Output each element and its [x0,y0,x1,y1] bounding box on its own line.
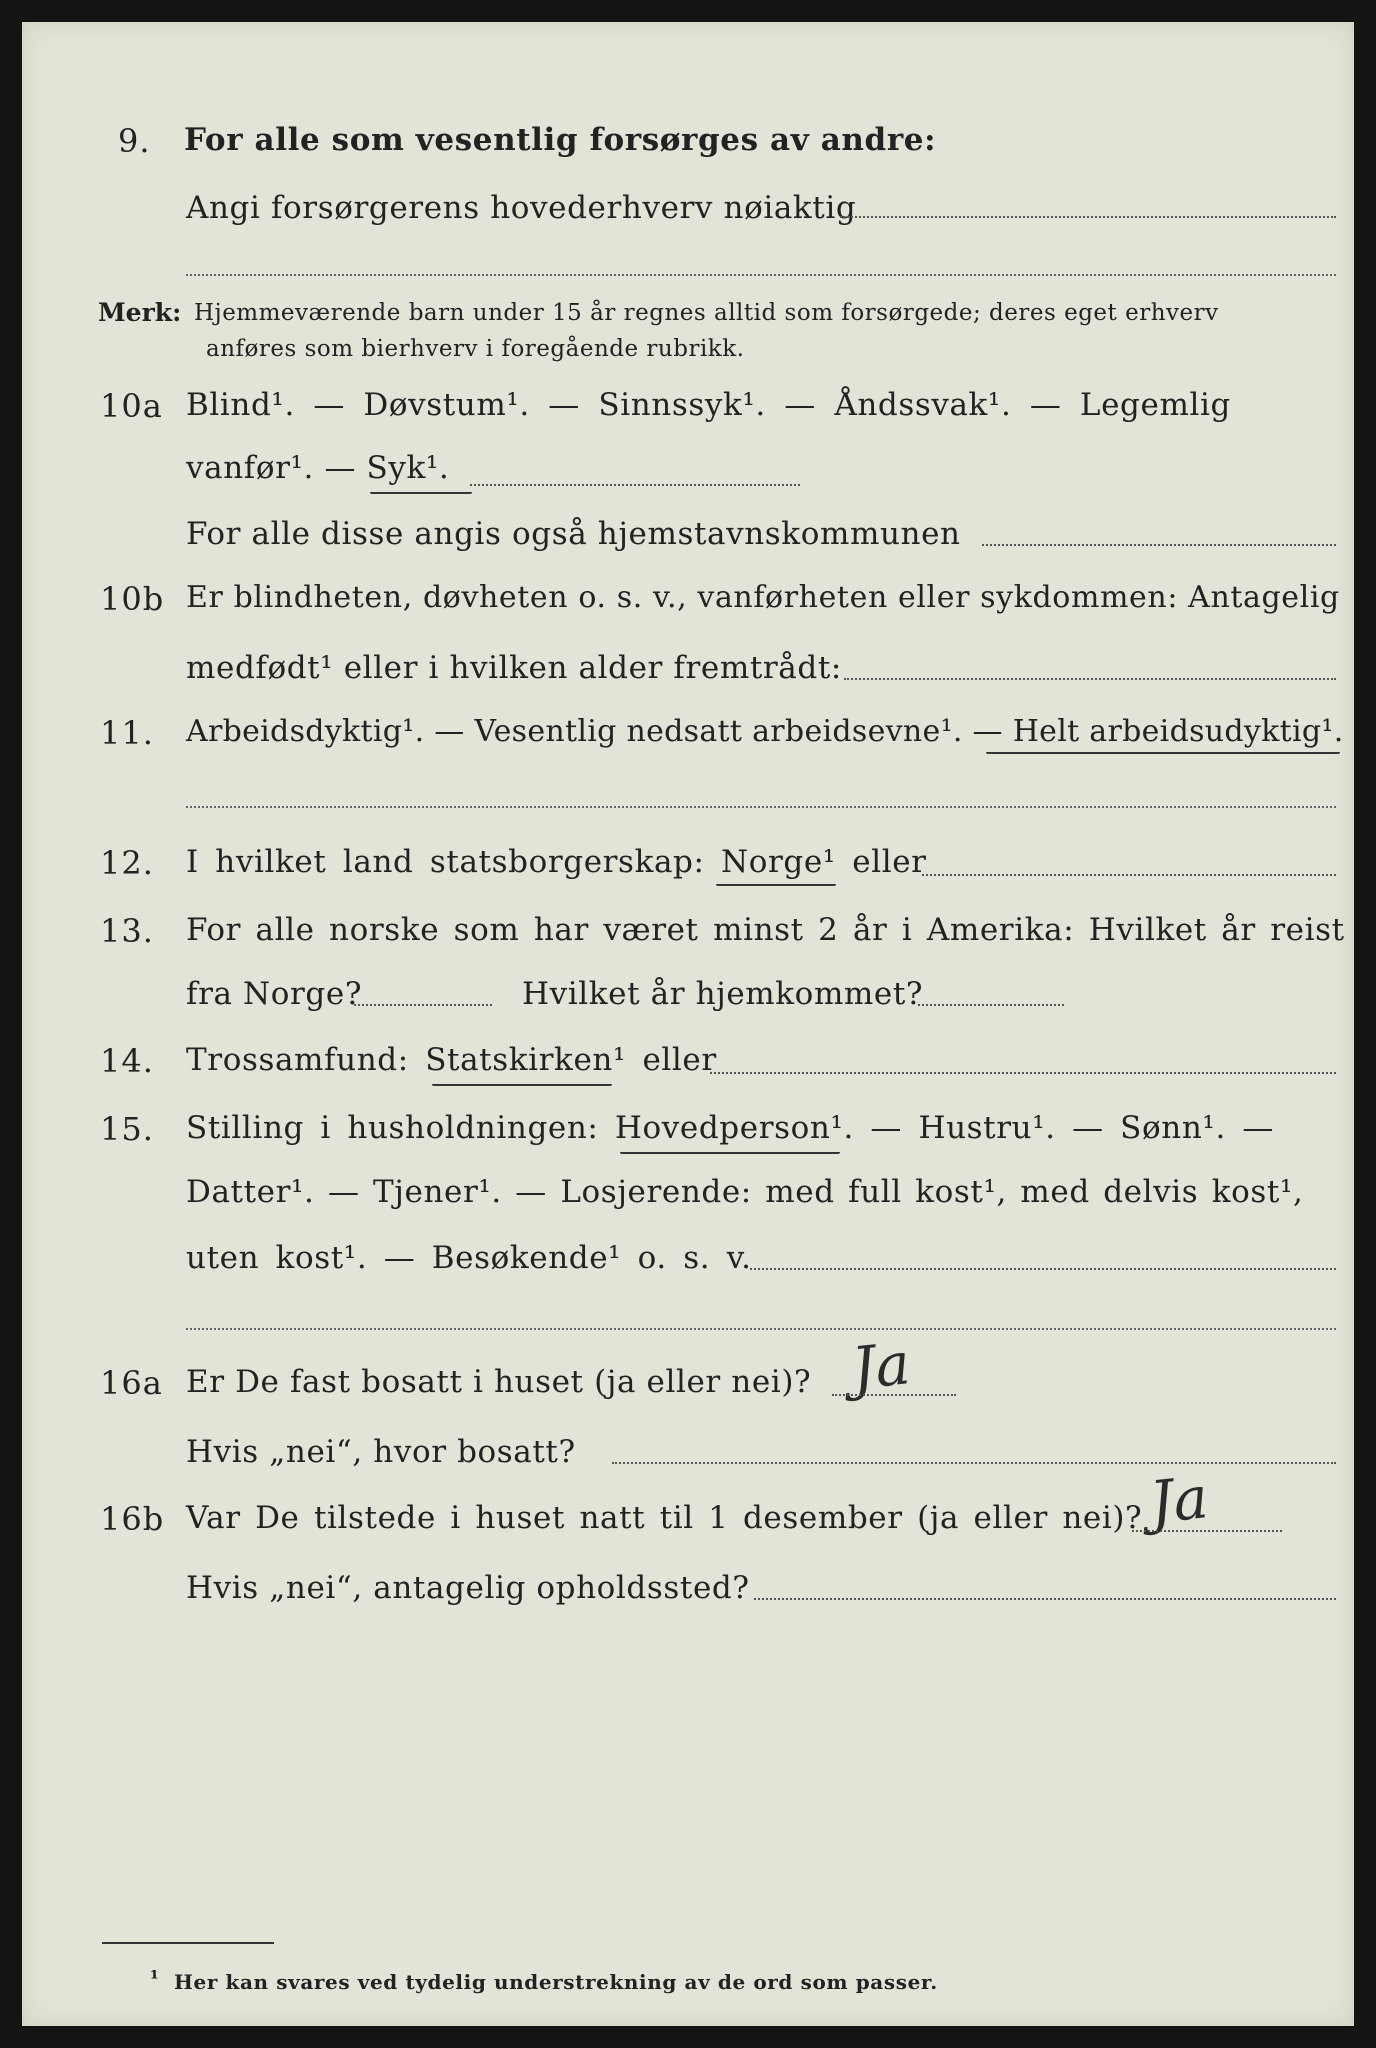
note-label: Merk: [98,298,182,327]
item-number-11: 11. [100,714,154,752]
q11-answer-line[interactable] [186,806,1336,808]
item-number-16b: 16b [100,1500,165,1538]
q10b-question-2: medfødt¹ eller i hvilken alder fremtrådt: [186,650,842,686]
note-line-2: anføres som bierhverv i foregående rubrikk. [206,336,745,362]
q10a-answer-line[interactable] [470,484,800,486]
item-number-12: 12. [100,844,154,882]
q13-question-reist: fra Norge? [186,976,363,1012]
q16a-handwritten-answer: Ja [848,1329,914,1403]
q16b-answer-line[interactable] [1132,1530,1282,1532]
item-number-9: 9. [118,122,151,160]
q16b-opholdssted-line[interactable] [754,1598,1336,1600]
q16a-answer-line[interactable] [832,1394,956,1396]
q13-question: For alle norske som har været minst 2 år i Amerika: Hvilket år reist [186,912,1345,948]
q10b-question: Er blindheten, døvheten o. s. v., vanførheten eller sykdommen: Antagelig [186,580,1340,615]
item-number-10b: 10b [100,580,165,618]
underline-statskirken [432,1084,612,1086]
underline-norge [716,884,836,886]
q16a-question: Er De fast bosatt i huset (ja eller nei)? [186,1364,812,1400]
q13-question-hjemkommet: Hvilket år hjemkommet? [522,976,924,1012]
q10a-hjemstavn-line[interactable] [982,544,1336,546]
q12-answer-line[interactable] [922,874,1336,876]
q9-answer-line[interactable] [840,216,1336,218]
q14-question: Trossamfund: Statskirken¹ eller [186,1042,717,1078]
item-number-15: 15. [100,1110,154,1148]
q16a-bosatt-line[interactable] [612,1462,1336,1464]
q15-options-3: uten kost¹. — Besøkende¹ o. s. v. [186,1240,752,1276]
q16b-question: Var De tilstede i huset natt til 1 desember (ja eller nei)? [186,1500,1143,1536]
q10a-options-2: vanfør¹. — Syk¹. [186,450,450,486]
census-form-page [22,22,1354,2026]
underline-helt-arbeidsudyktig [986,752,1340,754]
footnote-text: Her kan svares ved tydelig understrekning av de ord som passer. [174,1970,938,1994]
q16b-question-2: Hvis „nei“, antagelig opholdssted? [186,1570,750,1606]
item-number-16a: 16a [100,1364,163,1402]
q10b-answer-line[interactable] [844,678,1336,680]
item-number-10a: 10a [100,387,163,425]
underline-hovedperson [620,1152,840,1154]
q9-question: Angi forsørgerens hovederhverv nøiaktig [186,190,857,226]
q15-answer-line-2[interactable] [186,1328,1336,1330]
q14-answer-line[interactable] [710,1072,1336,1074]
item-number-14: 14. [100,1042,154,1080]
note-line-1: Hjemmeværende barn under 15 år regnes alltid som forsørgede; deres eget erhverv [194,300,1219,326]
q11-options: Arbeidsdyktig¹. — Vesentlig nedsatt arbeidsevne¹. — Helt arbeidsudyktig¹. [186,714,1344,749]
q9-heading: For alle som vesentlig forsørges av andre: [184,122,937,158]
q13-hjemkommet-line[interactable] [918,1004,1064,1006]
q9-answer-line-2[interactable] [186,274,1336,276]
q16a-question-2: Hvis „nei“, hvor bosatt? [186,1434,576,1470]
q10a-hjemstavn-question: For alle disse angis også hjemstavnskommunen [186,516,961,552]
footnote-separator [102,1942,274,1944]
q15-answer-line[interactable] [750,1268,1336,1270]
q13-reist-line[interactable] [354,1004,492,1006]
footnote-mark: ¹ [150,1966,160,1990]
underline-syk [370,492,472,494]
q10a-options: Blind¹. — Døvstum¹. — Sinnssyk¹. — Åndssvak¹. — Legemlig [186,387,1231,423]
q15-options-2: Datter¹. — Tjener¹. — Losjerende: med full kost¹, med delvis kost¹, [186,1174,1304,1210]
q12-question: I hvilket land statsborgerskap: Norge¹ eller [186,844,927,880]
item-number-13: 13. [100,912,154,950]
q15-options: Stilling i husholdningen: Hovedperson¹. — Hustru¹. — Sønn¹. — [186,1110,1274,1146]
q16b-handwritten-answer: Ja [1146,1463,1212,1537]
